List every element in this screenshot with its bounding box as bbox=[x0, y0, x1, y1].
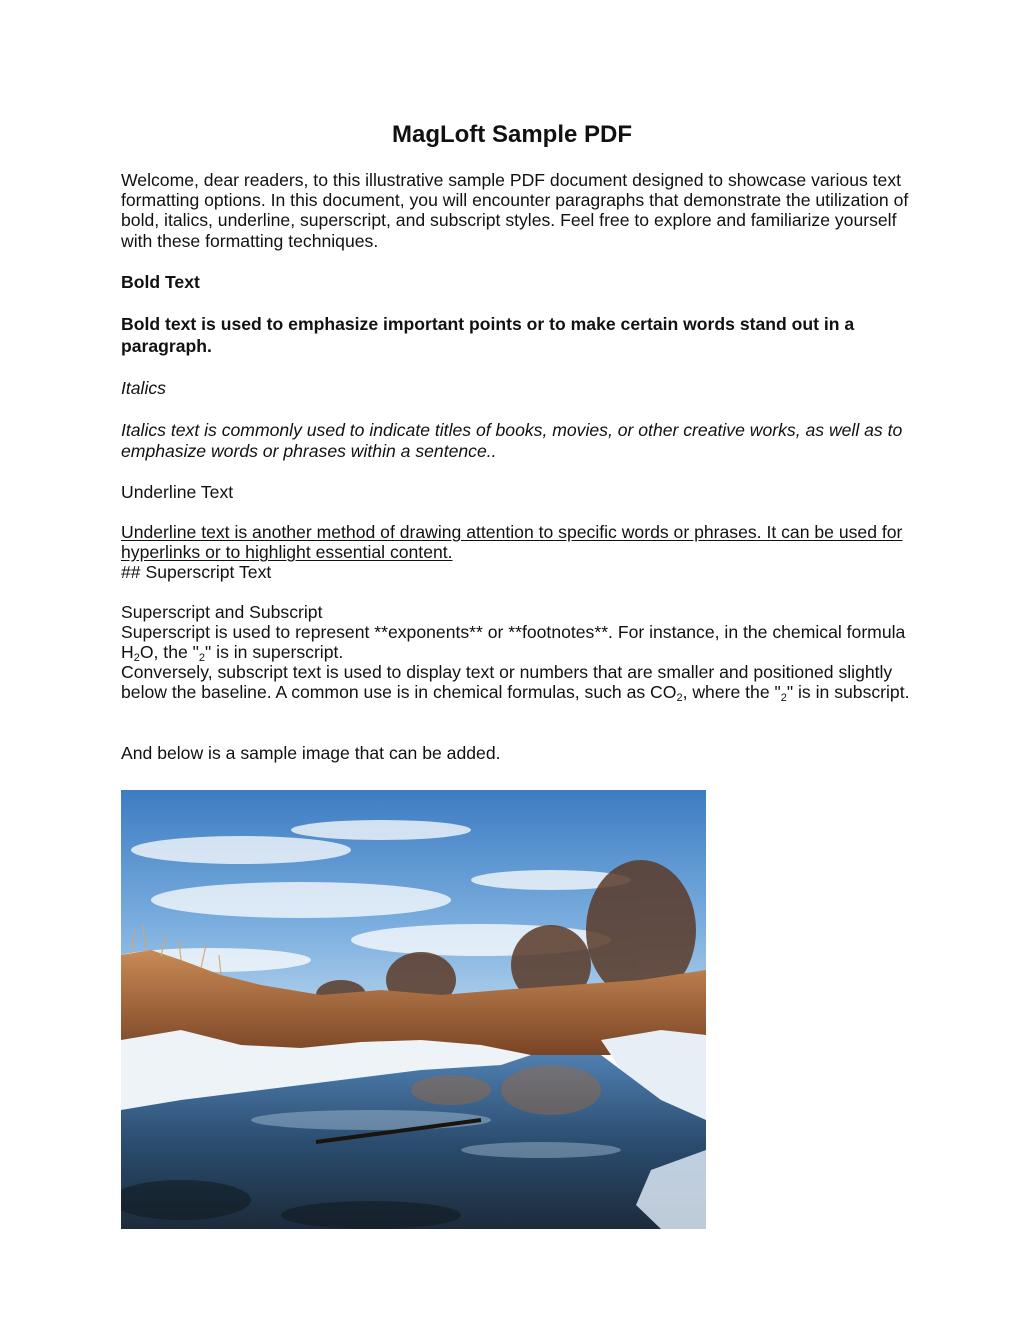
page-title: MagLoft Sample PDF bbox=[391, 121, 632, 148]
landscape-photo-illustration bbox=[121, 790, 706, 1229]
sub-sub-digit-2: 2 bbox=[780, 692, 787, 705]
italics-paragraph: Italics text is commonly used to indicate titles of books, movies, or other creative works, as well as to emphasize words or phrases within a sentence.. bbox=[121, 420, 903, 461]
sub-text-3: " is in subscript. bbox=[786, 682, 910, 703]
sub-text-2: , where the " bbox=[682, 682, 781, 703]
landscape-photo bbox=[121, 790, 706, 1229]
underline-heading: Underline Text bbox=[121, 482, 234, 502]
sup-text-1: Superscript is used to represent **exponents** or **footnotes**. For instance, in the chemical formula H bbox=[121, 622, 906, 663]
subscript-paragraph bbox=[121, 662, 921, 705]
intro-paragraph: Welcome, dear readers, to this illustrative sample PDF document designed to showcase various text formatting options. In this document, you will encounter paragraphs that demonstrate the utilization of bold, italics, underline, superscript, and subscript styles. Feel free to explore and familiarize yourself with these formatting techniques. bbox=[121, 170, 909, 251]
bold-heading: Bold Text bbox=[121, 272, 200, 292]
superscript-heading: ## Superscript Text bbox=[121, 562, 272, 582]
bold-paragraph: Bold text is used to emphasize important points or to make certain words stand out in a paragraph. bbox=[121, 314, 855, 356]
image-intro: And below is a sample image that can be added. bbox=[121, 743, 501, 763]
underline-paragraph: Underline text is another method of drawing attention to specific words or phrases. It can be used for hyperlinks or to highlight essential content. bbox=[121, 522, 903, 563]
italics-heading: Italics bbox=[121, 378, 166, 398]
supsub-heading: Superscript and Subscript bbox=[121, 602, 323, 622]
sup-text-2: O, the " bbox=[139, 642, 199, 663]
sub-text-1: Conversely, subscript text is used to display text or numbers that are smaller and positioned slightly below the baseline. A common use is in chemical formulas, such as CO bbox=[121, 662, 893, 703]
sup-sub-digit-1: 2 bbox=[133, 652, 140, 665]
sup-text-3: " is in superscript. bbox=[205, 642, 344, 663]
sub-sub-digit-1: 2 bbox=[676, 692, 683, 705]
superscript-paragraph bbox=[121, 622, 921, 665]
sup-sub-digit-2: 2 bbox=[198, 652, 206, 665]
